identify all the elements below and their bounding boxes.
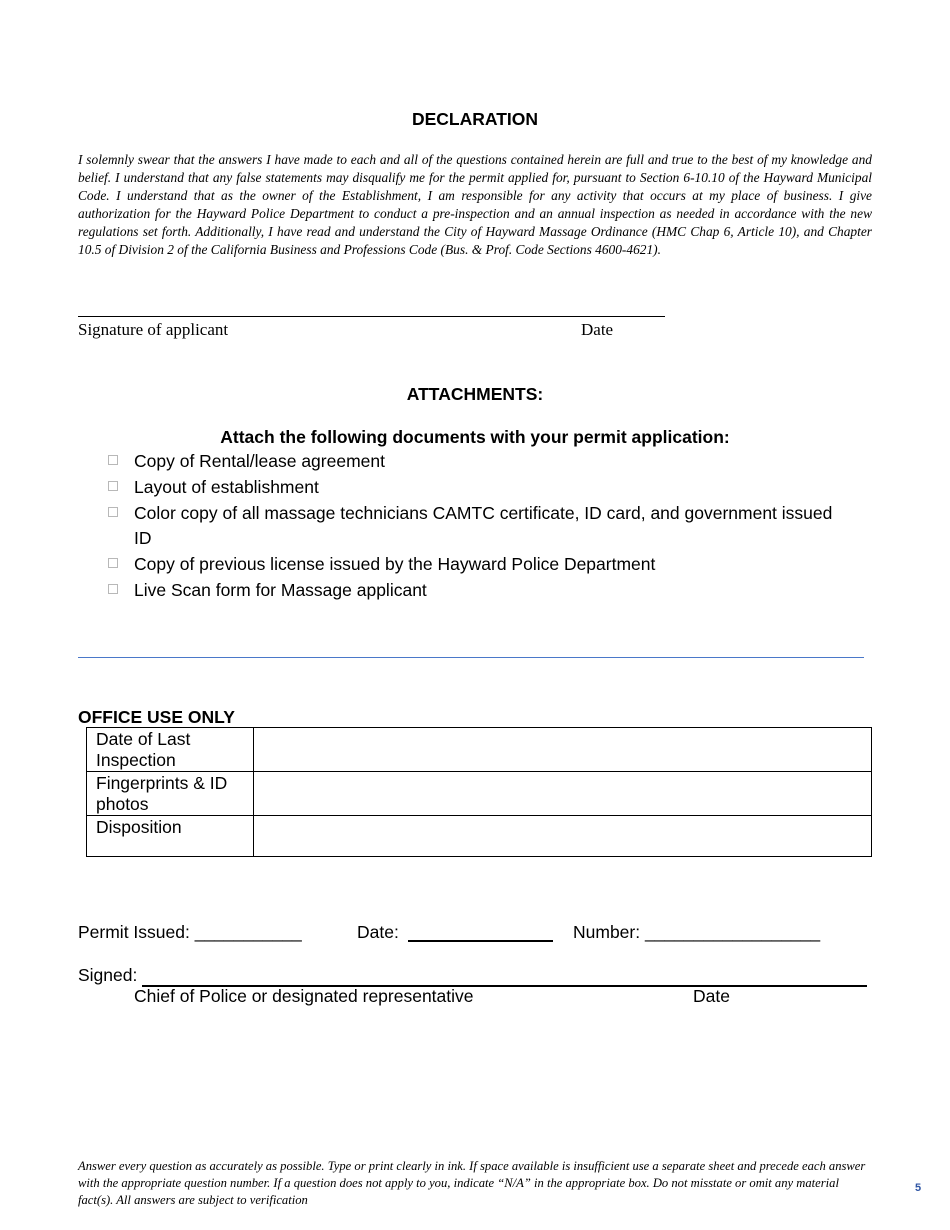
attachment-item xyxy=(105,449,845,474)
declaration-title: DECLARATION xyxy=(411,109,539,129)
checkbox-icon[interactable] xyxy=(108,455,118,465)
signature-date-label: Date xyxy=(581,320,614,339)
table-row xyxy=(87,816,872,857)
checkbox-icon[interactable] xyxy=(108,481,118,491)
table-row xyxy=(87,772,872,816)
permit-issued-field[interactable]: Permit Issued: ___________ xyxy=(78,922,302,942)
declaration-text: I solemnly swear that the answers I have made to each and all of the questions contained herein are full and true to the best of my knowledge and belief. I understand that any false statements may disqualify me for the permit applied for, pursuant to Section 6-10.10 of the Hayward Municipal Code. I understand that as the owner of the Establishment, I am responsible for any activity that occurs at my place of business. I give authorization for the Hayward Police Department to conduct a pre-inspection and an annual inspection as needed in accordance with the new regulations set forth. Additionally, I have read and understand the City of Hayward Massage Ordinance (HMC Chap 6, Article 10), and Chapter 10.5 of Division 2 of the California Business and Professions Code (Bus. & Prof. Code Sections 4600-4621). xyxy=(78,152,872,257)
checkbox-icon[interactable] xyxy=(108,558,118,568)
attachment-label: Live Scan form for Massage applicant xyxy=(134,580,427,600)
section-divider xyxy=(78,657,864,658)
permit-date-label: Date: xyxy=(357,922,399,942)
attachment-item xyxy=(105,475,845,500)
table-row-label: Disposition xyxy=(87,816,254,857)
table-row-label: Fingerprints & ID photos xyxy=(87,772,254,816)
attachment-label: Copy of previous license issued by the Hayward Police Department xyxy=(134,554,656,574)
attachment-item xyxy=(105,501,845,551)
attachments-title: ATTACHMENTS: xyxy=(406,384,544,404)
attachments-subtitle: Attach the following documents with your permit application: xyxy=(220,427,730,447)
attachments-list xyxy=(105,449,845,604)
page-number: 5 xyxy=(915,1182,922,1194)
footer-instructions: Answer every question as accurately as possible. Type or print clearly in ink. If space available is insufficient use a separate sheet and precede each answer with the appropriate question number. If a question does not apply to you, indicate “N/A” in the appropriate box. Do not misstate or omit any material fact(s). All answers are subject to verification xyxy=(78,1159,866,1207)
checkbox-icon[interactable] xyxy=(108,507,118,517)
chief-label: Chief of Police or designated representative xyxy=(134,986,474,1006)
attachment-label: Layout of establishment xyxy=(134,477,319,497)
table-row-value[interactable] xyxy=(254,728,872,772)
attachment-item xyxy=(105,552,845,577)
attachment-label: Color copy of all massage technicians CAMTC certificate, ID card, and government issued ID xyxy=(134,503,833,548)
office-use-table xyxy=(86,727,872,857)
table-row-value[interactable] xyxy=(254,816,872,857)
signature-label: Signature of applicant xyxy=(78,320,229,339)
permit-date-line[interactable] xyxy=(408,940,553,942)
attachment-item xyxy=(105,578,845,603)
attachment-label: Copy of Rental/lease agreement xyxy=(134,451,385,471)
signature-line[interactable] xyxy=(78,316,665,317)
table-row-value[interactable] xyxy=(254,772,872,816)
signed-label: Signed: xyxy=(78,965,138,985)
table-row-label: Date of Last Inspection xyxy=(87,728,254,772)
permit-number-field[interactable]: Number: __________________ xyxy=(573,922,821,942)
checkbox-icon[interactable] xyxy=(108,584,118,594)
table-row xyxy=(87,728,872,772)
chief-date-label: Date xyxy=(693,986,730,1006)
office-use-title: OFFICE USE ONLY xyxy=(78,707,235,727)
